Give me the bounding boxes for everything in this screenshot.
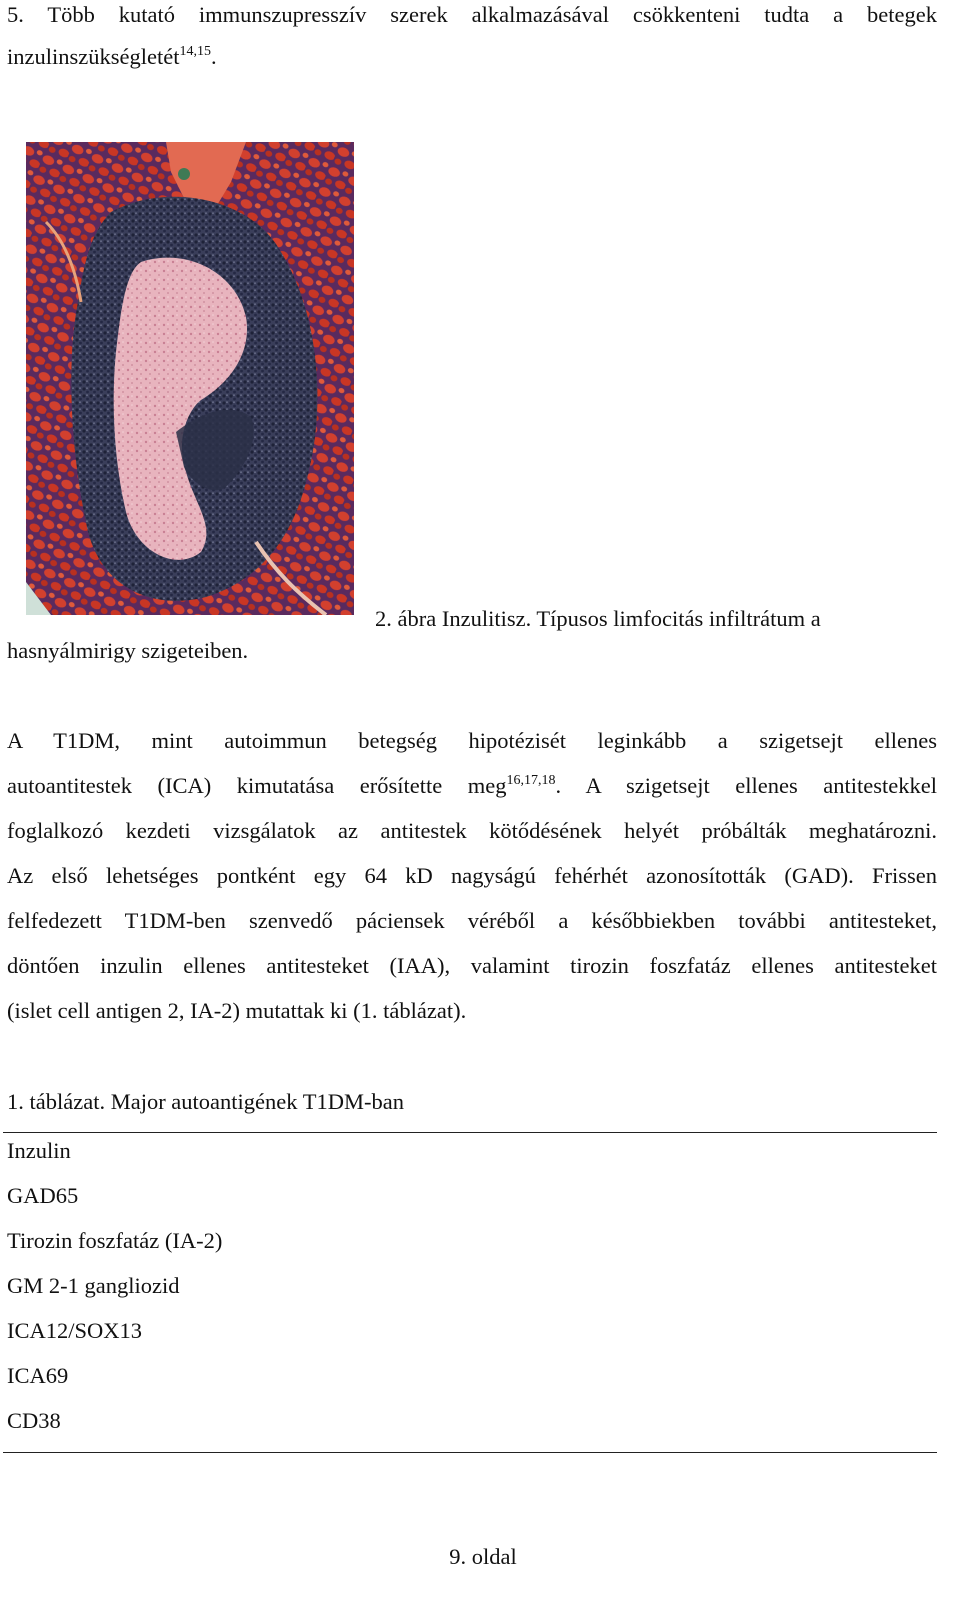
paragraph-line2: autoantitestek (ICA) kimutatása erősítette meg$^{16,17,18}$. A szigetsejt ellenes antitestekkel (7, 773, 937, 798)
page-number: 9. oldal (449, 1544, 517, 1569)
paragraph-line6: döntően inzulin ellenes antitesteket (IAA), valamint tirozin foszfatáz ellenes antitesteket (7, 953, 937, 978)
table-row: CD38 (7, 1408, 61, 1433)
table-title: 1. táblázat. Major autoantigének T1DM-ban (7, 1089, 404, 1114)
figure-caption-part1: 2. ábra Inzulitisz. Típusos limfocitás infiltrátum a (375, 606, 821, 631)
table-row: ICA12/SOX13 (7, 1318, 143, 1343)
table-row: ICA69 (7, 1363, 69, 1388)
table-row: GM 2-1 gangliozid (7, 1273, 180, 1298)
citation-16-17-18: 16,17,18 (506, 773, 556, 788)
table-bottom-rule (3, 1452, 937, 1453)
item5-line2: inzulinszükségletét$^{14,15}$. (7, 44, 217, 69)
table-top-rule (3, 1132, 937, 1133)
paragraph-line7: (islet cell antigen 2, IA-2) mutattak ki (1. táblázat). (7, 998, 467, 1023)
paragraph-line1: A T1DM, mint autoimmun betegség hipotézisét leginkább a szigetsejt ellenes (7, 728, 937, 753)
citation-14-15: 14,15 (179, 44, 211, 59)
figure-caption-part2: hasnyálmirigy szigeteiben. (7, 638, 249, 663)
table-row: Inzulin (7, 1138, 71, 1163)
insulitis-micrograph (26, 142, 354, 615)
paragraph-line4: Az első lehetséges pontként egy 64 kD nagyságú fehérhét azonosították (GAD). Frissen (7, 863, 937, 888)
paragraph-line5: felfedezett T1DM-ben szenvedő páciensek véréből a későbbiekben további antitesteket, (7, 908, 937, 933)
paragraph-line3: foglalkozó kezdeti vizsgálatok az antitestek kötődésének helyét próbálták meghatározni. (7, 818, 937, 843)
table-row: GAD65 (7, 1183, 79, 1208)
item5-line1: 5. Több kutató immunszupresszív szerek alkalmazásával csökkenteni tudta a betegek (7, 2, 937, 27)
table-row: Tirozin foszfatáz (IA-2) (7, 1228, 223, 1253)
